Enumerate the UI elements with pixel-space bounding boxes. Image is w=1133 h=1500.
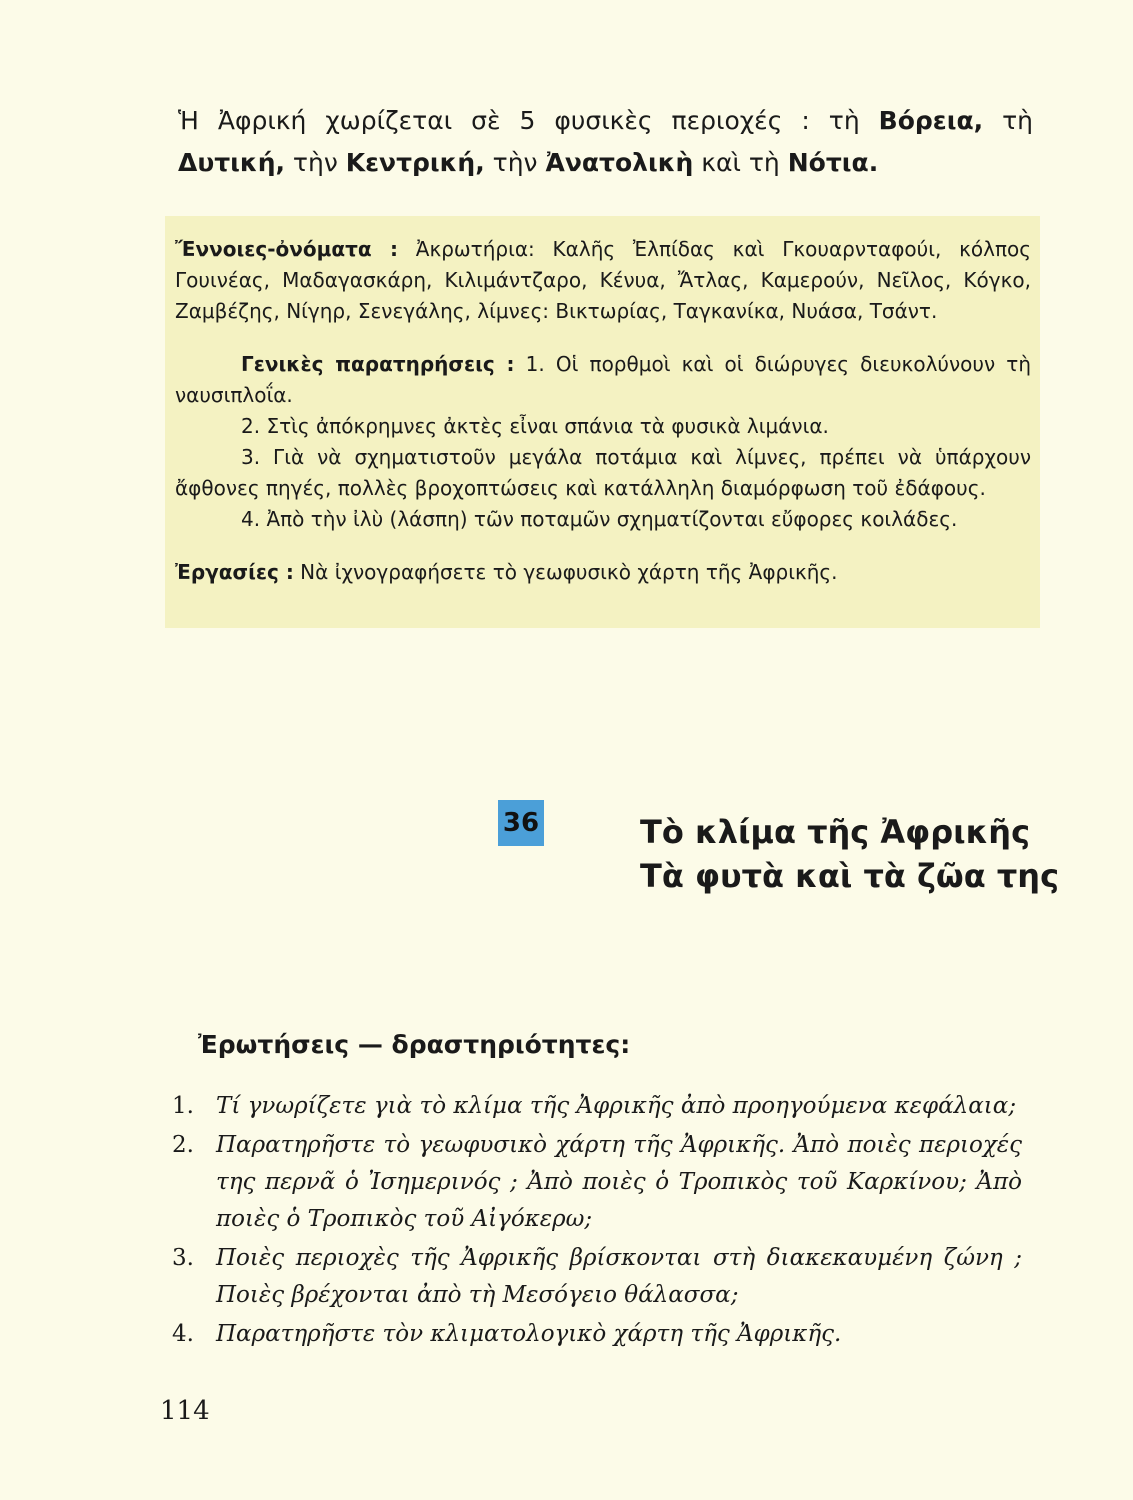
observation-3: 3. Γιὰ νὰ σχηματιστοῦν μεγάλα ποτάμια καὶ λίμνες, πρέπει νὰ ὑπάρχουν ἄφθονες πηγές, πολλὲς βροχοπτώσεις καὶ κατάλληλη διαμόρφωση τοῦ ἐδάφους.: [175, 445, 1031, 500]
intro-text-c: τὴν: [284, 148, 346, 177]
observation-1: [175, 349, 1031, 411]
question-number: 4.: [172, 1321, 194, 1347]
question-text: Τί γνωρίζετε γιὰ τὸ κλίμα τῆς Ἀφρικῆς ἀπὸ προηγούμενα κεφάλαια;: [216, 1093, 1017, 1119]
general-observations-heading: Γενικὲς παρατηρήσεις :: [241, 352, 515, 376]
question-item: [172, 1127, 1022, 1238]
question-number: 1.: [172, 1093, 194, 1119]
intro-text-a: Ἡ Ἀφρική χωρίζεται σὲ 5 φυσικὲς περιοχές : τὴ: [178, 106, 879, 135]
region-east: Ἀνατολικὴ: [545, 148, 694, 177]
region-north: Βόρεια,: [878, 106, 984, 135]
question-number: 2.: [172, 1132, 194, 1158]
question-text: Παρατηρῆστε τὸν κλιματολογικὸ χάρτη τῆς Ἀφρικῆς.: [216, 1321, 842, 1347]
question-item: [172, 1316, 1022, 1353]
observation-4: 4. Ἀπὸ τὴν ἰλὺ (λάσπη) τῶν ποταμῶν σχηματίζονται εὔφορες κοιλάδες.: [241, 507, 958, 531]
region-west: Δυτική,: [178, 148, 285, 177]
questions-list: [172, 1088, 1022, 1355]
question-item: [172, 1088, 1022, 1125]
question-text: Παρατηρῆστε τὸ γεωφυσικὸ χάρτη τῆς Ἀφρικῆς. Ἀπὸ ποιὲς περιοχές της περνᾶ ὁ Ἰσημερινός ; Ἀπὸ ποιὲς ὁ Τροπικὸς τοῦ Καρκίνου; Ἀπὸ ποιὲς ὁ Τροπικὸς τοῦ Αἰγόκερω;: [216, 1132, 1022, 1232]
lesson-title-line-2: Τὰ φυτὰ καὶ τὰ ζῶα της: [640, 857, 1060, 895]
lesson-number-badge: 36: [498, 800, 544, 846]
tasks-text: Νὰ ἰχνογραφήσετε τὸ γεωφυσικὸ χάρτη τῆς Ἀφρικῆς.: [293, 560, 838, 584]
observation-2: 2. Στὶς ἀπόκρημνες ἀκτὲς εἶναι σπάνια τὰ φυσικὰ λιμάνια.: [241, 414, 829, 438]
concepts-heading: Ἔννοιες-ὀνόματα :: [175, 237, 398, 261]
question-text: Ποιὲς περιοχὲς τῆς Ἀφρικῆς βρίσκονται στὴ διακεκαυμένη ζώνη ; Ποιὲς βρέχονται ἀπὸ τὴ Μεσόγειο θάλασσα;: [216, 1245, 1022, 1308]
lesson-title-line-1: Τὸ κλίμα τῆς Ἀφρικῆς: [640, 813, 1031, 851]
page-number: 114: [160, 1396, 210, 1426]
intro-text-d: τὴν: [484, 148, 546, 177]
summary-box: [165, 216, 1040, 628]
concepts-text: Ἀκρωτήρια: Καλῆς Ἐλπίδας καὶ Γκουαρνταφούι, κόλπος Γουινέας, Μαδαγασκάρη, Κιλιμάντζαρο, Κένυα, Ἄτλας, Καμερούν, Νεῖλος, Κόγκο, Ζαμβέζης, Νίγηρ, Σενεγάλης, λίμνες: Βικτωρίας, Ταγκανίκα, Νυάσα, Τσάντ.: [175, 237, 1031, 323]
concepts-paragraph: [175, 234, 1031, 327]
lesson-title: [640, 810, 1060, 898]
observation-1-text: 1. Οἱ πορθμοὶ καὶ οἱ διώρυγες διευκολύνουν τὴ ναυσιπλοΐα.: [175, 352, 1031, 407]
question-item: [172, 1240, 1022, 1314]
intro-text-b: τὴ: [983, 106, 1034, 135]
intro-paragraph: [178, 100, 1033, 184]
tasks-paragraph: [175, 557, 1031, 588]
tasks-heading: Ἐργασίες :: [175, 560, 294, 584]
question-number: 3.: [172, 1245, 194, 1271]
region-south: Νότια.: [787, 148, 879, 177]
questions-heading: Ἐρωτήσεις — δραστηριότητες:: [198, 1030, 631, 1059]
intro-text-e: καὶ τὴ: [693, 148, 788, 177]
region-central: Κεντρική,: [345, 148, 485, 177]
